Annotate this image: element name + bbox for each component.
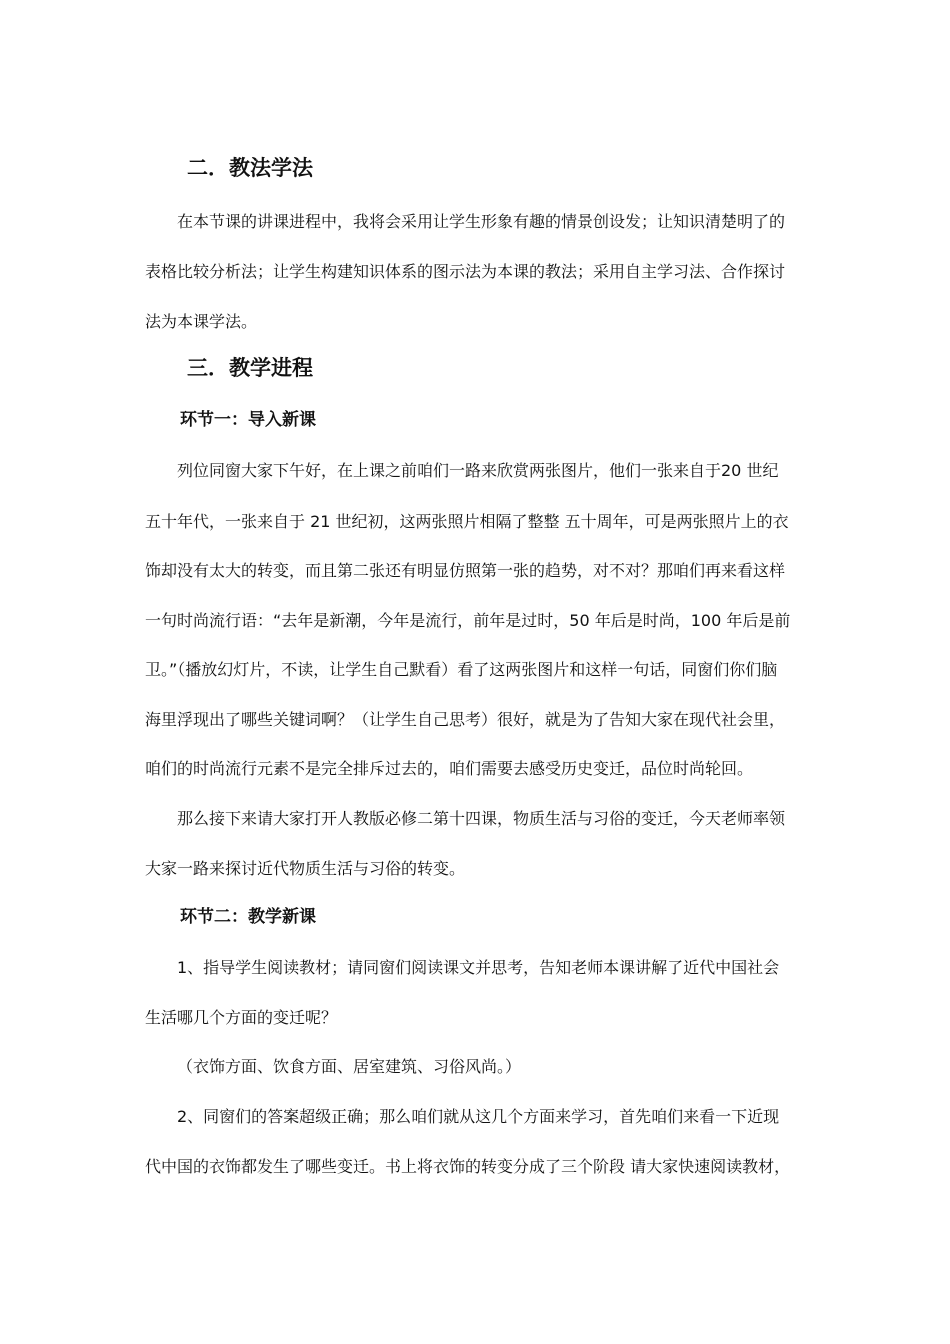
step-heading-new-lesson: 环节二：教学新课 [180,907,316,927]
paragraph-line: 卫。”（播放幻灯片，不读，让学生自己默看）看了这两张图片和这样一句话，同窗们你们脑 [145,660,778,679]
paragraph-line: 2、同窗们的答案超级正确；那么咱们就从这几个方面来学习，首先咱们来看一下近现 [177,1107,780,1126]
paragraph-line: 生活哪几个方面的变迁呢？ [145,1008,338,1027]
paragraph-line: 1、指导学生阅读教材；请同窗们阅读课文并思考，告知老师本课讲解了近代中国社会 [177,958,780,977]
paragraph-line: 咱们的时尚流行元素不是完全排斥过去的，咱们需要去感受历史变迁，品位时尚轮回。 [145,759,754,778]
paragraph-line: 海里浮现出了哪些关键词啊？（让学生自己思考）很好，就是为了告知大家在现代社会里， [145,710,786,729]
section-heading-process: 三．教学进程 [187,356,313,380]
paragraph-line: 大家一路来探讨近代物质生活与习俗的转变。 [145,859,466,878]
paragraph-line: 在本节课的讲课进程中，我将会采用让学生形象有趣的情景创设发；让知识清楚明了的 [177,212,786,231]
paragraph-line: 五十年代，一张来自于 21 世纪初，这两张照片相隔了整整 五十周年，可是两张照片上的衣 [145,512,789,531]
section-heading-methods: 二．教法学法 [187,156,313,180]
answer-line: （衣饰方面、饮食方面、居室建筑、习俗风尚。） [177,1057,522,1076]
paragraph-line: 表格比较分析法；让学生构建知识体系的图示法为本课的教法；采用自主学习法、合作探讨 [145,262,786,281]
paragraph-line: 列位同窗大家下午好，在上课之前咱们一路来欣赏两张图片，他们一张来自于20 世纪 [177,461,779,480]
step-heading-intro: 环节一：导入新课 [180,410,316,430]
paragraph-line: 法为本课学法。 [145,312,258,331]
paragraph-line: 那么接下来请大家打开人教版必修二第十四课，物质生活与习俗的变迁，今天老师率领 [177,809,786,828]
paragraph-line: 一句时尚流行语：“去年是新潮，今年是流行，前年是过时，50 年后是时尚，100 年后是前 [145,611,791,630]
paragraph-line: 代中国的衣饰都发生了哪些变迁。书上将衣饰的转变分成了三个阶段 请大家快速阅读教材， [145,1157,791,1176]
paragraph-line: 饰却没有太大的转变，而且第二张还有明显仿照第一张的趋势，对不对？那咱们再来看这样 [145,561,786,580]
